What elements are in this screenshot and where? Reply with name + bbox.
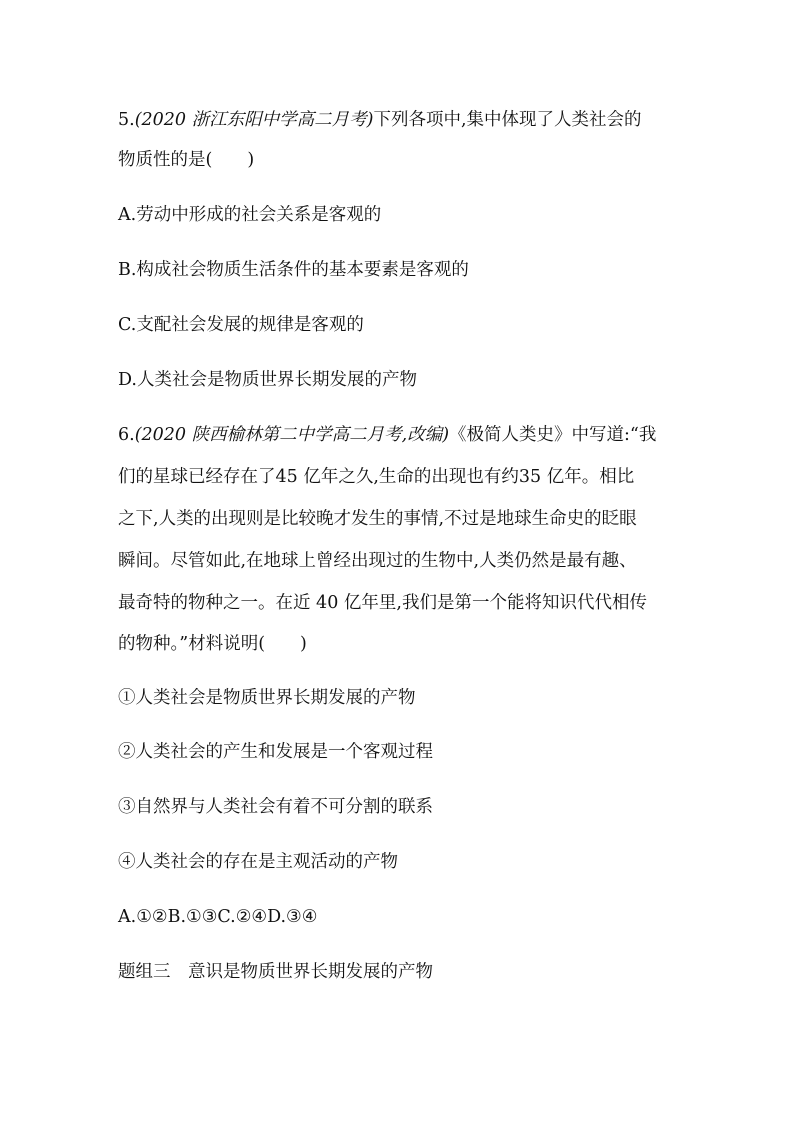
q5-number: 5.: [118, 110, 135, 130]
q6-stem-line-6: 的物种。”材料说明( ): [118, 634, 307, 654]
q5-stem-line-1: [118, 108, 678, 132]
q6-statement-1: ①人类社会是物质世界长期发展的产物: [118, 688, 416, 708]
q6-statement-4: ④人类社会的存在是主观活动的产物: [118, 852, 398, 872]
q5-option-c: C.支配社会发展的规律是客观的: [118, 315, 364, 335]
q6-stem-text: 《极简人类史》中写道:“我: [449, 425, 657, 445]
q6-statement-2: ②人类社会的产生和发展是一个客观过程: [118, 742, 433, 762]
q6-number: 6.: [118, 425, 135, 445]
q5-source: (2020 浙江东阳中学高二月考): [134, 110, 374, 130]
section-heading: 题组三 意识是物质世界长期发展的产物: [118, 962, 433, 982]
q6-choices: A.①②B.①③C.②④D.③④: [118, 907, 318, 927]
q6-stem-line-3: 之下,人类的出现则是比较晚才发生的事情,不过是地球生命史的眨眼: [118, 509, 637, 529]
q5-option-b: B.构成社会物质生活条件的基本要素是客观的: [118, 260, 469, 280]
q5-option-d: D.人类社会是物质世界长期发展的产物: [118, 370, 417, 390]
q6-stem-line-4: 瞬间。尽管如此,在地球上曾经出现过的生物中,人类仍然是最有趣、: [118, 551, 637, 571]
q6-source: (2020 陕西榆林第二中学高二月考,改编): [134, 425, 450, 445]
q5-stem-text: 下列各项中,集中体现了人类社会的: [373, 110, 642, 130]
q6-statement-3: ③自然界与人类社会有着不可分割的联系: [118, 797, 433, 817]
q6-stem-line-1: [118, 423, 678, 447]
q5-option-a: A.劳动中形成的社会关系是客观的: [118, 205, 382, 225]
q6-stem-line-5: 最奇特的物种之一。在近 40 亿年里,我们是第一个能将知识代代相传: [118, 593, 647, 613]
q5-stem-line-2: 物质性的是( ): [118, 150, 255, 170]
q6-stem-line-2: 们的星球已经存在了45 亿年之久,生命的出现也有约35 亿年。相比: [118, 467, 635, 487]
